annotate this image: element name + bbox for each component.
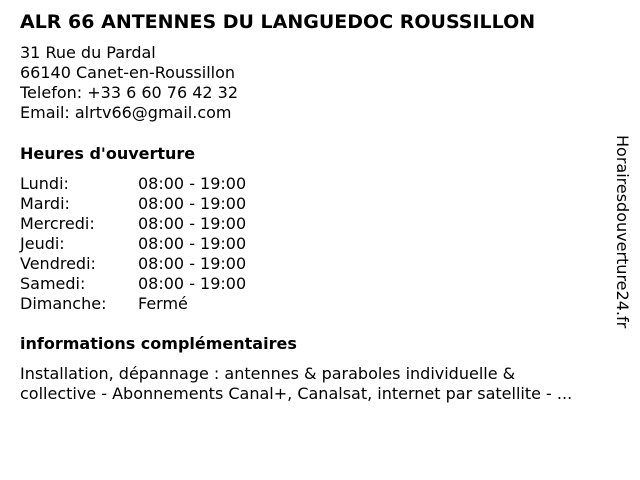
business-address: [20, 43, 238, 123]
hours-row-thursday: [20, 234, 246, 254]
hours-row-wednesday: [20, 214, 246, 234]
phone-number: Telefon: +33 6 60 76 42 32: [20, 83, 239, 102]
info-line: Installation, dépannage : antennes & paraboles individuelle &: [20, 364, 516, 383]
email-address: Email: alrtv66@gmail.com: [20, 103, 232, 122]
day-label: Lundi:: [20, 174, 69, 193]
day-label: Vendredi:: [20, 254, 96, 273]
day-label: Mardi:: [20, 194, 70, 213]
hours-row-tuesday: [20, 194, 246, 214]
hours-row-saturday: [20, 274, 246, 294]
hours-row-friday: [20, 254, 246, 274]
time-value: 08:00 - 19:00: [138, 254, 247, 273]
time-value: 08:00 - 19:00: [138, 274, 247, 293]
time-value: Fermé: [138, 294, 188, 313]
hours-row-monday: [20, 174, 246, 194]
street-address: 31 Rue du Pardal: [20, 43, 156, 62]
opening-hours-heading: Heures d'ouverture: [20, 144, 196, 163]
day-label: Jeudi:: [20, 234, 65, 253]
site-watermark: Horairesdouverture24.fr: [613, 135, 632, 329]
opening-hours-table: [20, 174, 246, 314]
time-value: 08:00 - 19:00: [138, 174, 247, 193]
time-value: 08:00 - 19:00: [138, 234, 247, 253]
city-address: 66140 Canet-en-Roussillon: [20, 63, 236, 82]
day-label: Samedi:: [20, 274, 86, 293]
business-name: ALR 66 ANTENNES DU LANGUEDOC ROUSSILLON: [20, 11, 536, 33]
time-value: 08:00 - 19:00: [138, 194, 247, 213]
info-line: collective - Abonnements Canal+, Canalsat, internet par satellite - ...: [20, 384, 573, 403]
day-label: Dimanche:: [20, 294, 107, 313]
day-label: Mercredi:: [20, 214, 95, 233]
hours-row-sunday: [20, 294, 246, 314]
additional-info-text: [20, 364, 630, 404]
time-value: 08:00 - 19:00: [138, 214, 247, 233]
additional-info-heading: informations complémentaires: [20, 334, 297, 353]
